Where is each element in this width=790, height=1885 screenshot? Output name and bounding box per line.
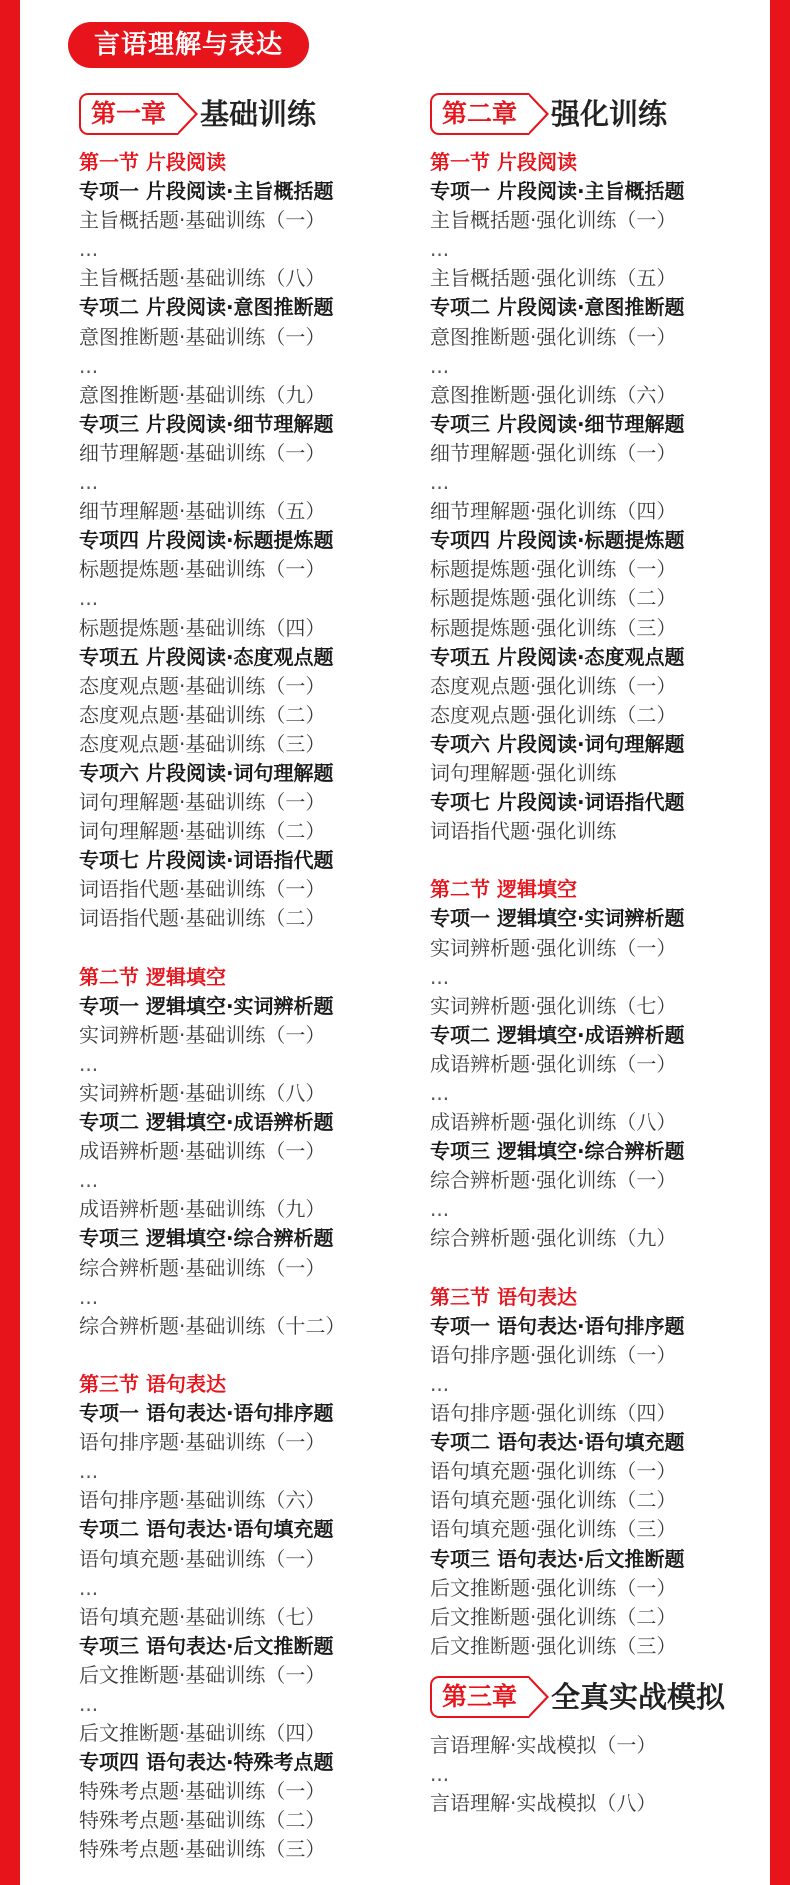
topic-heading: 专项四 语句表达·特殊考点题 — [79, 1750, 334, 1775]
ellipsis: ... — [79, 470, 99, 495]
toc-item: 后文推断题·基础训练（四） — [79, 1721, 326, 1746]
chapter-heading — [79, 92, 409, 136]
section-title-tab: 言语理解与表达 — [68, 22, 309, 68]
toc-item: 实词辨析题·强化训练（七） — [430, 993, 677, 1018]
topic-heading: 专项六 片段阅读·词句理解题 — [430, 731, 685, 756]
topic-heading: 专项七 片段阅读·词语指代题 — [79, 848, 334, 873]
toc-item: 细节理解题·强化训练（四） — [430, 499, 677, 524]
topic-heading: 专项二 语句表达·语句填充题 — [430, 1430, 685, 1455]
toc-item: 标题提炼题·基础训练（一） — [79, 557, 326, 582]
toc-item: 态度观点题·基础训练（三） — [79, 731, 326, 756]
ellipsis: ... — [79, 586, 99, 611]
toc-item: 语句填充题·强化训练（三） — [430, 1517, 677, 1542]
toc-item: 言语理解·实战模拟（一） — [430, 1732, 657, 1757]
toc-item: 主旨概括题·基础训练（一） — [79, 208, 326, 233]
topic-heading: 专项三 语句表达·后文推断题 — [430, 1546, 685, 1571]
toc-item: 成语辨析题·基础训练（九） — [79, 1197, 326, 1222]
toc-item: 实词辨析题·强化训练（一） — [430, 935, 677, 960]
toc-item: 词语指代题·基础训练（一） — [79, 877, 326, 902]
toc-item: 言语理解·实战模拟（八） — [430, 1791, 657, 1816]
section-heading: 第二节 逻辑填空 — [79, 964, 226, 989]
toc-item: 成语辨析题·强化训练（八） — [430, 1110, 677, 1135]
topic-heading: 专项一 片段阅读·主旨概括题 — [430, 179, 685, 204]
toc-item: 后文推断题·强化训练（三） — [430, 1633, 677, 1658]
topic-heading: 专项一 语句表达·语句排序题 — [430, 1313, 685, 1338]
ellipsis: ... — [79, 1168, 99, 1193]
chapter-number: 第一章 — [79, 93, 178, 135]
topic-heading: 专项三 片段阅读·细节理解题 — [79, 411, 334, 436]
toc-item: 意图推断题·基础训练（九） — [79, 382, 326, 407]
ellipsis: ... — [79, 1575, 99, 1600]
topic-heading: 专项四 片段阅读·标题提炼题 — [430, 528, 685, 553]
toc-item: 后文推断题·基础训练（一） — [79, 1662, 326, 1687]
toc-item: 词语指代题·强化训练 — [430, 819, 617, 844]
toc-item: 态度观点题·强化训练（二） — [430, 702, 677, 727]
ellipsis: ... — [430, 1371, 450, 1396]
topic-heading: 专项二 逻辑填空·成语辨析题 — [430, 1022, 685, 1047]
topic-heading: 专项六 片段阅读·词句理解题 — [79, 760, 334, 785]
toc-item: 语句填充题·基础训练（一） — [79, 1546, 326, 1571]
toc-item: 特殊考点题·基础训练（三） — [79, 1837, 326, 1862]
toc-item: 态度观点题·基础训练（二） — [79, 702, 326, 727]
topic-heading: 专项一 语句表达·语句排序题 — [79, 1401, 334, 1426]
toc-item: 综合辨析题·基础训练（一） — [79, 1255, 326, 1280]
toc-item: 词语指代题·基础训练（二） — [79, 906, 326, 931]
toc-item: 语句排序题·强化训练（一） — [430, 1342, 677, 1367]
ellipsis: ... — [430, 353, 450, 378]
toc-item: 标题提炼题·强化训练（二） — [430, 586, 677, 611]
topic-heading: 专项四 片段阅读·标题提炼题 — [79, 528, 334, 553]
ellipsis: ... — [79, 1051, 99, 1076]
topic-heading: 专项三 逻辑填空·综合辨析题 — [430, 1139, 685, 1164]
toc-item: 特殊考点题·基础训练（一） — [79, 1779, 326, 1804]
topic-heading: 专项三 逻辑填空·综合辨析题 — [79, 1226, 334, 1251]
spacer — [79, 1341, 409, 1370]
section-heading: 第三节 语句表达 — [79, 1371, 226, 1396]
toc-item: 综合辨析题·强化训练（九） — [430, 1226, 677, 1251]
toc-item: 态度观点题·基础训练（一） — [79, 673, 326, 698]
toc-item: 语句排序题·强化训练（四） — [430, 1401, 677, 1426]
toc-item: 细节理解题·强化训练（一） — [430, 440, 677, 465]
toc-item: 语句填充题·基础训练（七） — [79, 1604, 326, 1629]
topic-heading: 专项一 逻辑填空·实词辨析题 — [79, 993, 334, 1018]
toc-item: 态度观点题·强化训练（一） — [430, 673, 677, 698]
section-heading: 第三节 语句表达 — [430, 1284, 577, 1309]
toc-item: 实词辨析题·基础训练（八） — [79, 1081, 326, 1105]
toc-item: 实词辨析题·基础训练（一） — [79, 1022, 326, 1047]
ellipsis: ... — [79, 1459, 99, 1484]
toc-item: 综合辨析题·基础训练（十二） — [79, 1313, 346, 1338]
toc-list — [430, 148, 765, 1661]
page-content — [20, 0, 770, 1885]
toc-item: 标题提炼题·基础训练（四） — [79, 615, 326, 640]
toc-item: 综合辨析题·强化训练（一） — [430, 1168, 677, 1193]
toc-list — [79, 148, 409, 1865]
column-right — [430, 92, 765, 1818]
topic-heading: 专项二 片段阅读·意图推断题 — [430, 295, 685, 320]
column-left — [79, 92, 409, 1865]
toc-item: 语句填充题·强化训练（二） — [430, 1488, 677, 1513]
topic-heading: 专项五 片段阅读·态度观点题 — [430, 644, 685, 669]
ellipsis: ... — [430, 1081, 450, 1105]
toc-item: 细节理解题·基础训练（五） — [79, 499, 326, 524]
toc-item: 标题提炼题·强化训练（一） — [430, 557, 677, 582]
chapter-number: 第二章 — [430, 93, 529, 135]
topic-heading: 专项三 语句表达·后文推断题 — [79, 1633, 334, 1658]
chapter-title: 基础训练 — [200, 97, 317, 131]
toc-item: 语句填充题·强化训练（一） — [430, 1459, 677, 1484]
toc-item: 主旨概括题·基础训练（八） — [79, 266, 326, 291]
toc-item: 后文推断题·强化训练（一） — [430, 1575, 677, 1600]
toc-item: 词句理解题·基础训练（一） — [79, 790, 326, 815]
topic-heading: 专项二 语句表达·语句填充题 — [79, 1517, 334, 1542]
toc-item: 词句理解题·基础训练（二） — [79, 819, 326, 844]
topic-heading: 专项一 片段阅读·主旨概括题 — [79, 179, 334, 204]
topic-heading: 专项三 片段阅读·细节理解题 — [430, 411, 685, 436]
toc-item: 成语辨析题·强化训练（一） — [430, 1051, 677, 1076]
toc-item: 标题提炼题·强化训练（三） — [430, 615, 677, 640]
topic-heading: 专项二 逻辑填空·成语辨析题 — [79, 1110, 334, 1135]
section-heading: 第二节 逻辑填空 — [430, 877, 577, 902]
toc-item: 意图推断题·强化训练（一） — [430, 324, 677, 349]
toc-item: 后文推断题·强化训练（二） — [430, 1604, 677, 1629]
spacer — [79, 934, 409, 963]
ellipsis: ... — [430, 1197, 450, 1222]
chapter-heading — [430, 92, 765, 136]
topic-heading: 专项五 片段阅读·态度观点题 — [79, 644, 334, 669]
toc-list — [430, 1731, 765, 1818]
ellipsis: ... — [79, 237, 99, 262]
chapter-title: 强化训练 — [551, 97, 668, 131]
spacer — [430, 846, 765, 875]
ellipsis: ... — [430, 964, 450, 989]
toc-item: 语句排序题·基础训练（六） — [79, 1488, 326, 1513]
toc-item: 意图推断题·基础训练（一） — [79, 324, 326, 349]
toc-item: 语句排序题·基础训练（一） — [79, 1430, 326, 1455]
chapter-number: 第三章 — [430, 1676, 529, 1718]
ellipsis: ... — [430, 237, 450, 262]
ellipsis: ... — [430, 1761, 450, 1786]
topic-heading: 专项一 逻辑填空·实词辨析题 — [430, 906, 685, 931]
toc-item: 细节理解题·基础训练（一） — [79, 440, 326, 465]
spacer — [430, 1254, 765, 1283]
ellipsis: ... — [79, 1691, 99, 1716]
section-heading: 第一节 片段阅读 — [79, 150, 226, 174]
toc-item: 主旨概括题·强化训练（一） — [430, 208, 677, 233]
topic-heading: 专项二 片段阅读·意图推断题 — [79, 295, 334, 320]
toc-item: 意图推断题·强化训练（六） — [430, 382, 677, 407]
section-heading: 第一节 片段阅读 — [430, 150, 577, 174]
toc-item: 特殊考点题·基础训练（二） — [79, 1808, 326, 1833]
ellipsis: ... — [430, 470, 450, 495]
ellipsis: ... — [79, 353, 99, 378]
chapter-title: 全真实战模拟 — [551, 1679, 726, 1714]
chapter-heading — [430, 1675, 765, 1719]
ellipsis: ... — [79, 1284, 99, 1309]
toc-item: 主旨概括题·强化训练（五） — [430, 266, 677, 291]
toc-item: 成语辨析题·基础训练（一） — [79, 1139, 326, 1164]
topic-heading: 专项七 片段阅读·词语指代题 — [430, 790, 685, 815]
toc-item: 词句理解题·强化训练 — [430, 760, 617, 785]
